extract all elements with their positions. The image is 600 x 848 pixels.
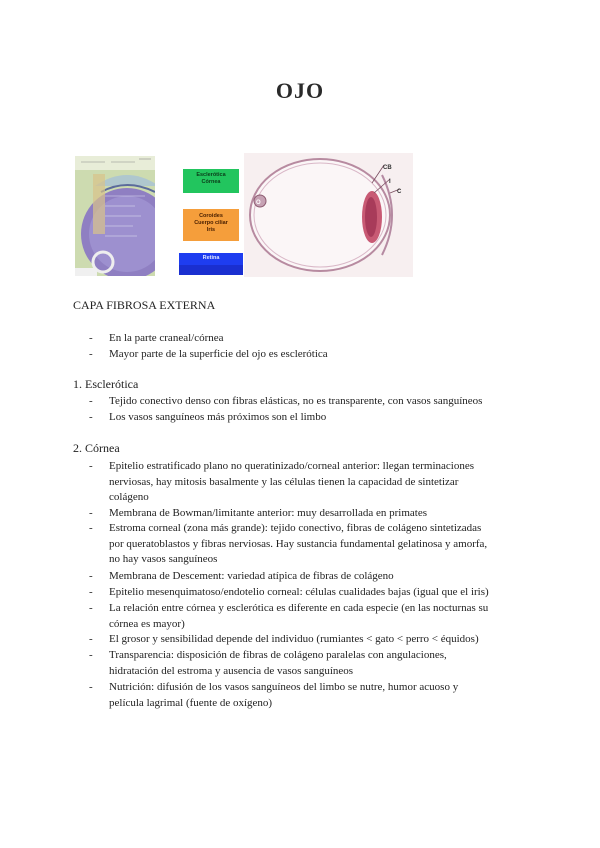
subsection-heading: 2. Córnea [73,441,120,455]
list-item: - Mayor parte de la superficie del ojo es esclerótica [89,347,544,363]
list-item-text: La relación entre córnea y esclerótica es diferente en cada especie (en las nocturnas su [109,602,489,614]
box-text: Cuerpo ciliar [194,220,228,226]
list-item: - Estroma corneal (zona más grande): tejido conectivo, fibras de colágeno sintetizadas por queratoblastos y fibras nerviosas. Hay sustancia fundamental gelatinosa y amorfa, no hay vasos sanguíneos [89,521,544,568]
list-item: - Tejido conectivo denso con fibras elásticas, no es transparente, con vasos sanguíneos [89,394,544,410]
eye-figure [75,153,413,277]
list-item-text: nerviosas, hay mitosis basalmente y las células tienen la capacidad de sintetizar [109,475,459,488]
label-box-esclerotica [183,169,239,193]
list-item-text: El grosor y sensibilidad depende del individuo (rumiantes < gato < perro < équidos) [109,633,479,645]
list-item: - Nutrición: difusión de los vasos sanguíneos del limbo se nutre, humor acuoso y película lagrimal (fuente de oxígeno) [89,680,544,711]
list-item-text: no hay vasos sanguíneos [109,553,218,565]
list-item-text: Membrana de Descement: variedad atípica de fibras de colágeno [109,570,394,582]
list-item: - Membrana de Descement: variedad atípica de fibras de colágeno [89,569,544,585]
list-item: - Los vasos sanguíneos más próximos son el limbo [89,410,544,426]
box-text: Córnea [201,179,221,185]
list-item-text: película lagrimal (fuente de oxígeno) [109,696,273,709]
label-i: I [389,179,391,185]
eye-histology-image [244,153,413,277]
list-item-text: hidratación del estroma y ausencia de vasos sanguíneos [109,664,354,677]
box-text: Coroides [199,213,223,219]
list-item-text: colágeno [109,491,149,503]
label-c: C [397,189,402,195]
list-item: - En la parte craneal/córnea [89,331,544,347]
list-item-text: Tejido conectivo denso con fibras elásticas, no es transparente, con vasos sanguíneos [109,395,483,407]
box-text: Retina [202,255,220,261]
box-text: Esclerótica [196,172,226,178]
subsection-heading: 1. Esclerótica [73,377,139,391]
list-item-text: Mayor parte de la superficie del ojo es esclerótica [109,348,328,360]
list-item: - La relación entre córnea y esclerótica es diferente en cada especie (en las nocturnas su córnea es mayor) [89,601,544,632]
list-item: - Epitelio estratificado plano no queratinizado/corneal anterior: llegan terminaciones nerviosas, hay mitosis basalmente y las células tienen la capacidad de sintetizar colágeno [89,459,544,506]
list-item-text: En la parte craneal/córnea [109,332,224,344]
list-item: - Epitelio mesenquimatoso/endotelio corneal: células cualidades bajas (igual que el iris) [89,585,544,601]
label-cb: CB [383,165,392,171]
label-o: O [256,200,261,206]
list-item: - Transparencia: disposición de fibras de colágeno paralelas con angulaciones, hidratación del estroma y ausencia de vasos sanguíneos [89,648,544,679]
box-text: Iris [206,227,216,233]
section-heading: CAPA FIBROSA EXTERNA [73,298,216,312]
list-item-text: córnea es mayor) [109,617,185,630]
list-item: - Membrana de Bowman/limitante anterior: muy desarrollada en primates [89,506,544,522]
page-title: OJO [275,78,325,103]
eye-anatomy-illustration [75,156,155,276]
label-box-retina [179,253,243,265]
list-item-text: Estroma corneal (zona más grande): tejido conectivo, fibras de colágeno sintetizadas [109,522,482,534]
list-item-text: Transparencia: disposición de fibras de colágeno paralelas con angulaciones, [109,649,447,661]
list-item-text: Los vasos sanguíneos más próximos son el limbo [109,411,327,423]
list-item-text: Epitelio estratificado plano no queratinizado/corneal anterior: llegan terminaciones [109,460,474,472]
label-box-coroides [183,209,239,241]
list-item-text: Nutrición: difusión de los vasos sanguíneos del limbo se nutre, humor acuoso y [109,681,459,693]
retina-strip [179,265,243,275]
list-item: - El grosor y sensibilidad depende del individuo (rumiantes < gato < perro < équidos) [89,632,544,648]
list-item-text: Epitelio mesenquimatoso/endotelio corneal: células cualidades bajas (igual que el iris) [109,586,489,598]
list-item-text: por queratoblastos y fibras nerviosas. Hay sustancia fundamental gelatinosa y amorfa, [109,537,488,550]
list-item-text: Membrana de Bowman/limitante anterior: muy desarrollada en primates [109,507,427,519]
